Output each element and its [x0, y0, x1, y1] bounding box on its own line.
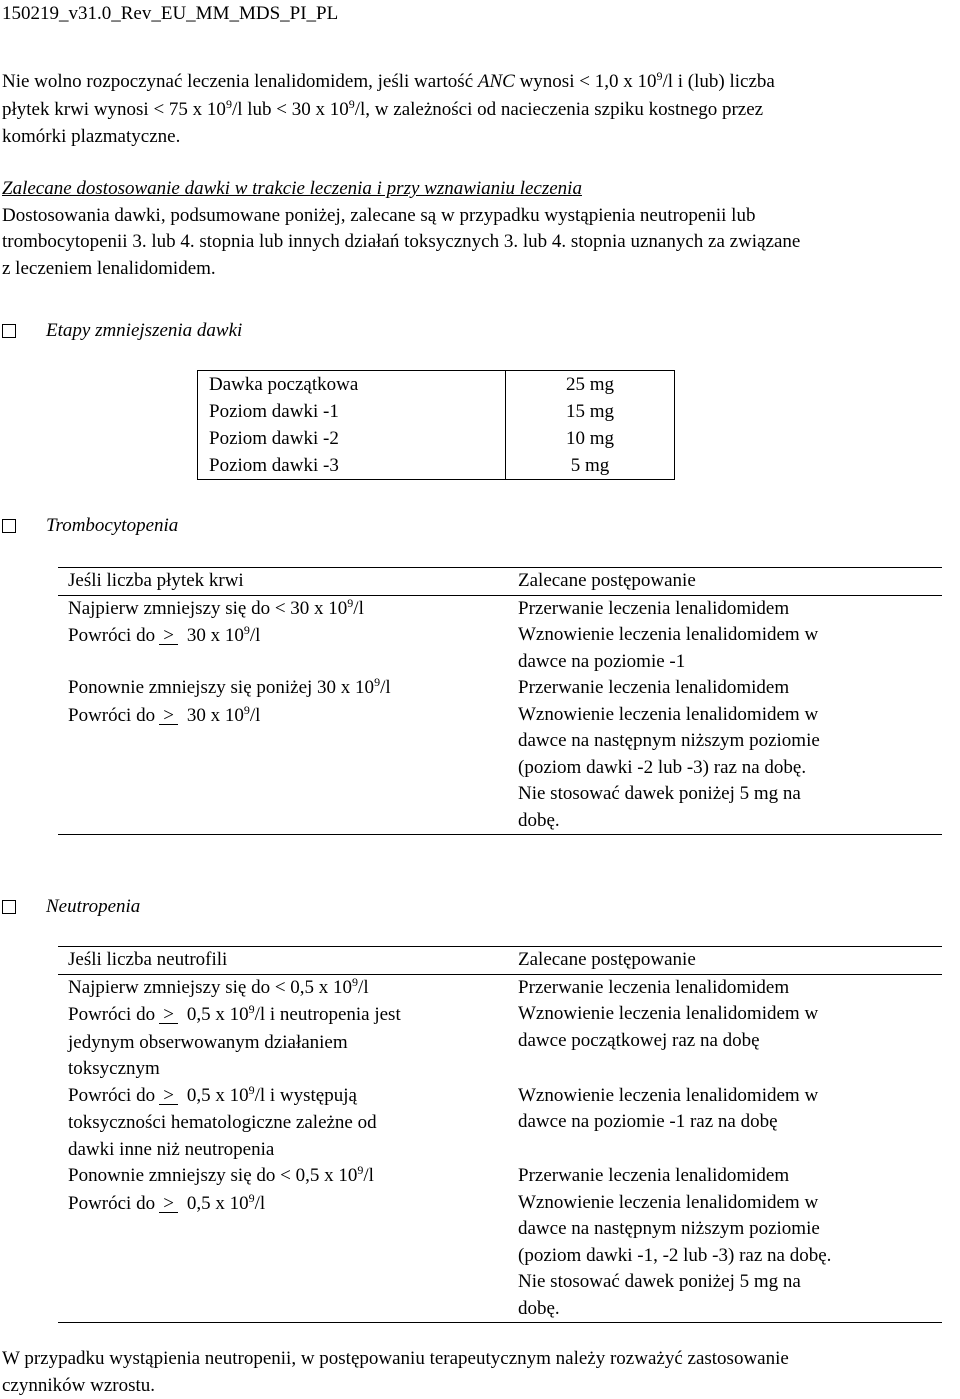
- table-row: Ponownie zmniejszy się poniżej 30 x $10^9/l$ Powróci do > 30 x $10^9/l$ Przerwanie leczenia lenalidomidem Wznowienie leczenia lenalidomidem w dawce na następnym niższym poziomie (poziom dawki -2 lub -3) raz na dobę. Nie stosować dawek poniżej 5 mg na dobę.: [58, 675, 942, 835]
- geq-icon: >: [159, 1088, 178, 1105]
- intro-paragraph: [2, 69, 957, 151]
- dose-steps-heading: Etapy zmniejszenia dawki: [2, 318, 242, 345]
- dosing-section: [2, 176, 957, 282]
- intro-line-1: Nie wolno rozpoczynać leczenia lenalidomidem, jeśli wartość ANC wynosi < 1,0 x $10^9/l$ i (lub) liczba: [2, 69, 775, 92]
- checkbox-icon: [2, 900, 16, 914]
- geq-icon: >: [159, 628, 178, 645]
- checkbox-icon: [2, 324, 16, 338]
- neutropenia-table: [58, 946, 942, 1323]
- intro-line-2: płytek krwi wynosi < 75 x $10^9/l$ lub < 30 x $10^9/l$, w zależności od nacieczenia szpiku kostnego przez: [2, 96, 764, 120]
- table-row: Najpierw zmniejszy się do < 0,5 x $10^9/l$ Powróci do > 0,5 x $10^9/l$ i neutropenia jest jedynym obserwowanym działaniem toksycznym Przerwanie leczenia lenalidomidem Wznowienie leczenia lenalidomidem w dawce początkowej raz na dobę: [58, 974, 942, 1083]
- thrombocytopenia-heading: Trombocytopenia: [2, 513, 178, 540]
- dose-row: Dawka początkowa Poziom dawki -1 Poziom dawki -2 Poziom dawki -3 25 mg 15 mg 10 mg 5 mg: [198, 371, 675, 480]
- table-row: Powróci do > 0,5 x $10^9/l$ i występują toksyczności hematologiczne zależne od dawki inne niż neutropenia Wznowienie leczenia lenalidomidem w dawce na poziomie -1 raz na dobę: [68, 1082, 819, 1160]
- dosing-heading: Zalecane dostosowanie dawki w trakcie leczenia i przy wznawianiu leczenia: [2, 178, 582, 199]
- geq-icon: >: [159, 1196, 178, 1213]
- geq-icon: >: [159, 1007, 178, 1024]
- dosing-line-2: trombocytopenii 3. lub 4. stopnia lub innych działań toksycznych 3. lub 4. stopnia uznanych za związane: [2, 231, 801, 252]
- footer-paragraph: W przypadku wystąpienia neutropenii, w postępowaniu terapeutycznym należy rozważyć zastosowanie czynników wzrostu.: [2, 1348, 789, 1396]
- checkbox-icon: [2, 519, 16, 533]
- dosing-line-3: z leczeniem lenalidomidem.: [2, 257, 216, 279]
- thrombocytopenia-table: [58, 567, 942, 835]
- table-row: Najpierw zmniejszy się do < 30 x $10^9/l$ Powróci do > 30 x $10^9/l$ Przerwanie leczenia lenalidomidem Wznowienie leczenia lenalidomidem w dawce na poziomie -1: [58, 595, 942, 675]
- document-id: 150219_v31.0_Rev_EU_MM_MDS_PI_PL: [2, 3, 339, 24]
- geq-icon: >: [159, 708, 178, 725]
- dosing-line-1: Dostosowania dawki, podsumowane poniżej, zalecane są w przypadku wystąpienia neutropenii lub: [2, 204, 756, 226]
- table-header-row: Jeśli liczba płytek krwi Zalecane postępowanie: [58, 568, 942, 596]
- anc-term: ANC: [477, 71, 515, 92]
- table-header-row: Jeśli liczba neutrofili Zalecane postępowanie: [58, 947, 942, 975]
- intro-line-3: komórki plazmatyczne.: [2, 126, 181, 147]
- dose-steps-table: [197, 370, 675, 480]
- neutropenia-heading: Neutropenia: [2, 894, 140, 921]
- table-row: Ponownie zmniejszy się do < 0,5 x $10^9/l$ Powróci do > 0,5 x $10^9/l$ Przerwanie leczenia lenalidomidem Wznowienie leczenia lenalidomidem w dawce na następnym niższym poziomie (poziom dawki -1, -2 lub -3) raz na dobę. Nie stosować dawek poniżej 5 mg na dobę.: [58, 1163, 942, 1323]
